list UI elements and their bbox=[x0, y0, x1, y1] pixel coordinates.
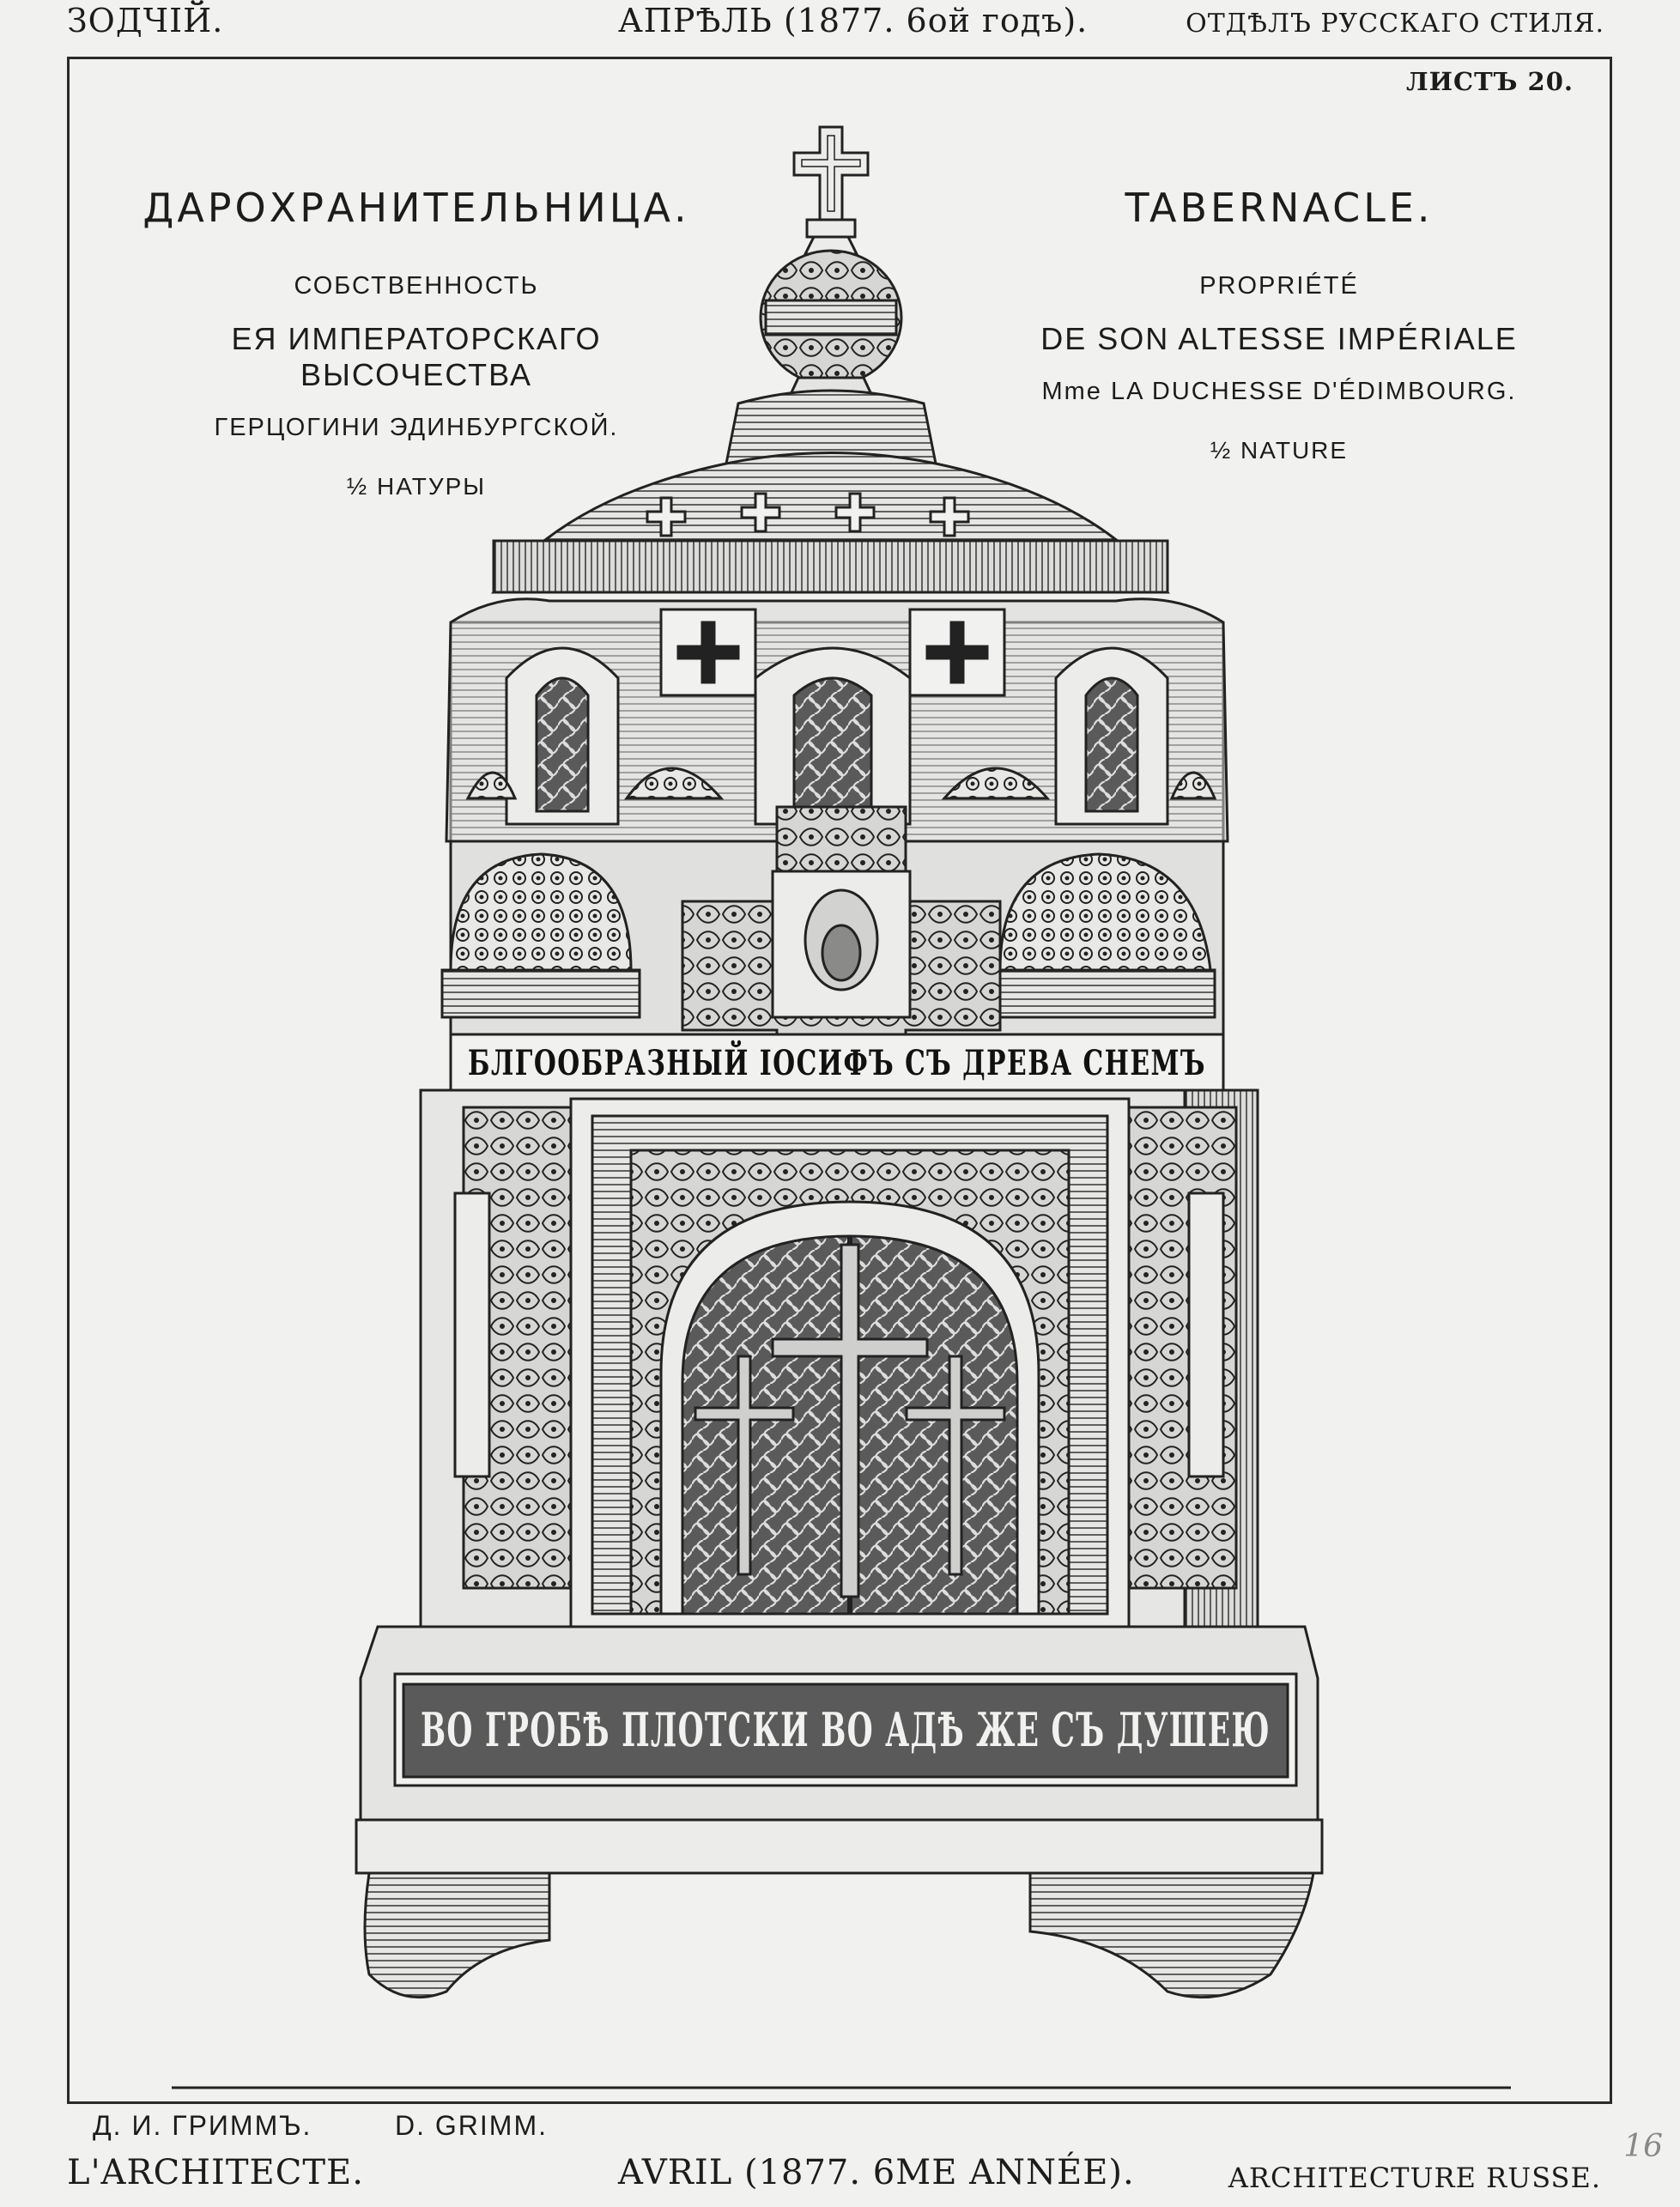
owner-fr-line1: PROPRIÉTÉ bbox=[1199, 272, 1359, 300]
scale-fr: ½ NATURE bbox=[1210, 437, 1349, 464]
scale-ru: ½ НАТУРЫ bbox=[346, 473, 487, 500]
owner-ru-line2: ЕЯ ИМПЕРАТОРСКАГО ВЫСОЧЕСТВА bbox=[231, 321, 602, 392]
artist-ru: Д. И. ГРИММЪ. bbox=[93, 2110, 312, 2141]
issue-date: АПРѢЛЬ (1877. 6ой годъ). bbox=[618, 2, 1089, 39]
footer-section: ARCHITECTURE RUSSE. bbox=[1228, 2162, 1601, 2194]
cross-finial bbox=[794, 127, 868, 254]
upper-inscription-band bbox=[451, 1034, 1459, 1090]
arcaded-drum bbox=[446, 599, 1228, 841]
sheet-number: ЛИСТЪ 20. bbox=[1406, 67, 1574, 96]
paw-feet bbox=[365, 1873, 1313, 1998]
side-domes-stage bbox=[442, 807, 1223, 1064]
footer-journal: L'ARCHITECTE. bbox=[67, 2153, 364, 2192]
footer-issue: AVRIL (1877. 6ME ANNÉE). bbox=[618, 2153, 1135, 2192]
inscription-lower: ВО ГРОБѢ ПЛОТСКИ ВО АДѢ ЖЕ СЪ ДУШЕЮ bbox=[421, 1702, 1271, 1757]
owner-fr-line2: DE SON ALTESSE IMPÉRIALE bbox=[1040, 321, 1518, 356]
journal-title: ЗОДЧIЙ. bbox=[67, 2, 224, 39]
owner-fr-line3: Mme LA DUCHESSE D'ÉDIMBOURG. bbox=[1041, 378, 1517, 405]
page-mark: 16 bbox=[1623, 2129, 1663, 2164]
owner-ru-line3: ГЕРЦОГИНИ ЭДИНБУРГСКОЙ. bbox=[214, 414, 619, 441]
cabinet-body bbox=[421, 1090, 1258, 1627]
title-ru: ДАРОХРАНИТЕЛЬНИЦА. bbox=[143, 185, 690, 231]
section-title: ОТДѢЛЪ РУССКАГО СТИЛЯ. bbox=[1186, 9, 1604, 39]
owner-ru-line1: СОБСТВЕННОСТЬ bbox=[294, 272, 539, 300]
artist-fr: D. GRIMM. bbox=[395, 2110, 548, 2141]
title-fr: TABERNACLE. bbox=[1125, 185, 1434, 231]
main-dome bbox=[494, 391, 1168, 592]
orb-finial bbox=[761, 251, 901, 403]
inscription-upper: БЛГООБРАЗНЫЙ ІОСИФЪ СЪ ДРЕВА СНЕМЪ bbox=[468, 1043, 1459, 1083]
